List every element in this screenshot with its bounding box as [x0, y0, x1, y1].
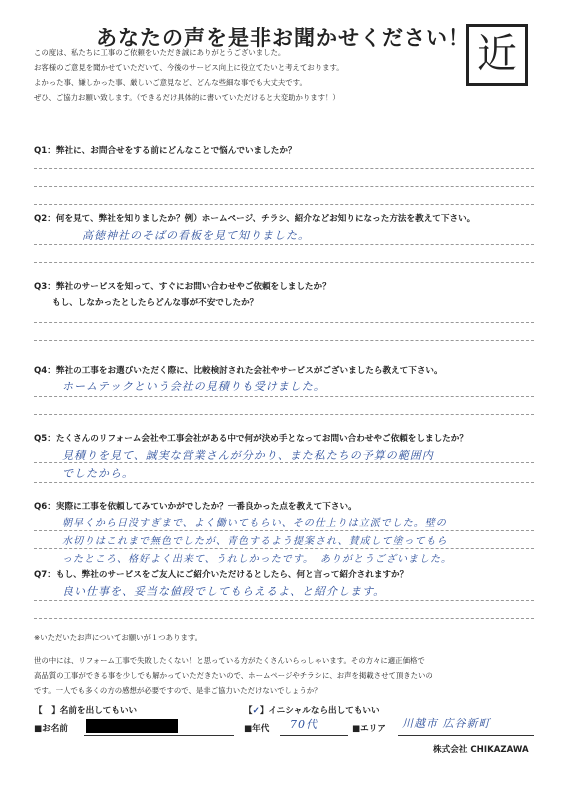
intro-line: ぜひ、ご協力お願い致します。（できるだけ具体的に書いていただけると大変助かります！） — [34, 93, 340, 102]
answer-5-line-2: でしたから。 — [62, 467, 134, 480]
footer-line: 世の中には、リフォーム工事で失敗したくない！と思っている方がたくさんいらっしゃいます。その方々に適正価格で — [34, 656, 425, 665]
intro-text — [34, 45, 464, 105]
answer-2: 高徳神社のそばの看板を見て知りました。 — [82, 229, 310, 242]
answer-line — [34, 322, 534, 323]
name-label: ■お名前 — [34, 724, 68, 734]
answer-6-line-3: ったところ、格好よく出来て、うれしかったです。 ありがとうございました。 — [62, 554, 452, 565]
answer-7: 良い仕事を、妥当な値段でしてもらえるよ、と紹介します。 — [62, 585, 386, 598]
intro-line: お客様のご意見を聞かせていただいて、今後のサービス向上に役立てたいと考えております。 — [34, 63, 344, 72]
answer-line — [34, 186, 534, 187]
name-underline — [84, 735, 234, 736]
answer-line — [34, 462, 534, 463]
answer-6-line-1: 朝早くから日没すぎまで、よく働いてもらい、その仕上りは立派でした。壁の — [62, 518, 447, 529]
footer-notice — [34, 630, 534, 645]
answer-line — [34, 340, 534, 341]
intro-line: よかった事、嫌しかった事、厳しいご意見など、どんな些細な事でも大丈夫です。 — [34, 78, 307, 87]
footer-line: 高品質の工事ができる事を少しでも解かっていただきたいので、ホームページやチラシに、お声を掲載させて頂きたいの — [34, 671, 433, 680]
question-4: Q4：弊社の工事をお選びいただく際に、比較検討された会社やサービスがございましたら教えて下さい。 — [34, 366, 443, 376]
option-name-checkbox[interactable]: 【 】名前を出してもいい — [34, 706, 138, 716]
logo: 近 — [466, 24, 528, 86]
area-label: ■エリア — [352, 724, 386, 734]
question-1: Q1：弊社に、お問合せをする前にどんなことで悩んでいましたか？ — [34, 146, 297, 156]
option-initial-checkbox[interactable] — [244, 704, 380, 716]
answer-6-line-2: 水切りはこれまで無色でしたが、青色するよう提案され、賛成して塗ってもら — [62, 536, 448, 547]
age-underline — [280, 735, 348, 736]
question-7: Q7：もし、弊社のサービスをご友人にご紹介いただけるとしたら、何と言って紹介されますか？ — [34, 570, 409, 580]
question-6: Q6：実際に工事を依頼してみていかがでしたか？一番良かった点を教えて下さい。 — [34, 502, 357, 512]
question-2: Q2：何を見て、弊社を知りましたか？例）ホームページ、チラシ、紹介などお知りになった方法を教えて下さい。 — [34, 214, 476, 224]
footer-body — [34, 653, 534, 698]
bracket-open: 【 — [244, 706, 253, 716]
answer-line — [34, 530, 534, 531]
answer-line — [34, 414, 534, 415]
intro-line: この度は、私たちに工事のご依頼をいただき誠にありがとうございました。 — [34, 48, 286, 57]
footer-line: です。一人でも多くの方の感想が必要ですので、是非ご協力いただけないでしょうか？ — [34, 686, 322, 695]
area-value: 川越市 広谷新町 — [402, 717, 491, 730]
answer-line — [34, 262, 534, 263]
area-underline — [398, 735, 534, 736]
answer-5-line-1: 見積りを見て、誠実な営業さんが分かり、また私たちの予算の範囲内 — [62, 449, 434, 462]
age-value: 70代 — [290, 718, 318, 731]
age-label: ■年代 — [244, 724, 270, 734]
question-5: Q5：たくさんのリフォーム会社や工事会社がある中で何が決め手となってお問い合わせやご依頼をしましたか？ — [34, 434, 468, 444]
answer-line — [34, 618, 534, 619]
question-3: Q3：弊社のサービスを知って、すぐにお問い合わせやご依頼をしましたか？ — [34, 282, 331, 292]
answer-line — [34, 600, 534, 601]
answer-line — [34, 396, 534, 397]
answer-line — [34, 204, 534, 205]
answer-line — [34, 548, 534, 549]
answer-line — [34, 482, 534, 483]
question-3-sub: もし、しなかったとしたらどんな事が不安でしたか？ — [52, 298, 259, 308]
page-title: あなたの声を是非お聞かせください！ — [96, 26, 470, 50]
notice-line: ※いただいたお声についてお願いが１つあります。 — [34, 633, 203, 642]
name-redacted — [86, 719, 178, 733]
answer-line — [34, 244, 534, 245]
answer-4: ホームテックという会社の見積りも受けました。 — [62, 380, 326, 393]
company-name: 株式会社 CHIKAZAWA — [433, 745, 529, 755]
answer-line — [34, 168, 534, 169]
option-initial-label: 】イニシャルなら出してもいい — [259, 706, 380, 716]
check-mark-icon: ✓ — [252, 706, 260, 716]
